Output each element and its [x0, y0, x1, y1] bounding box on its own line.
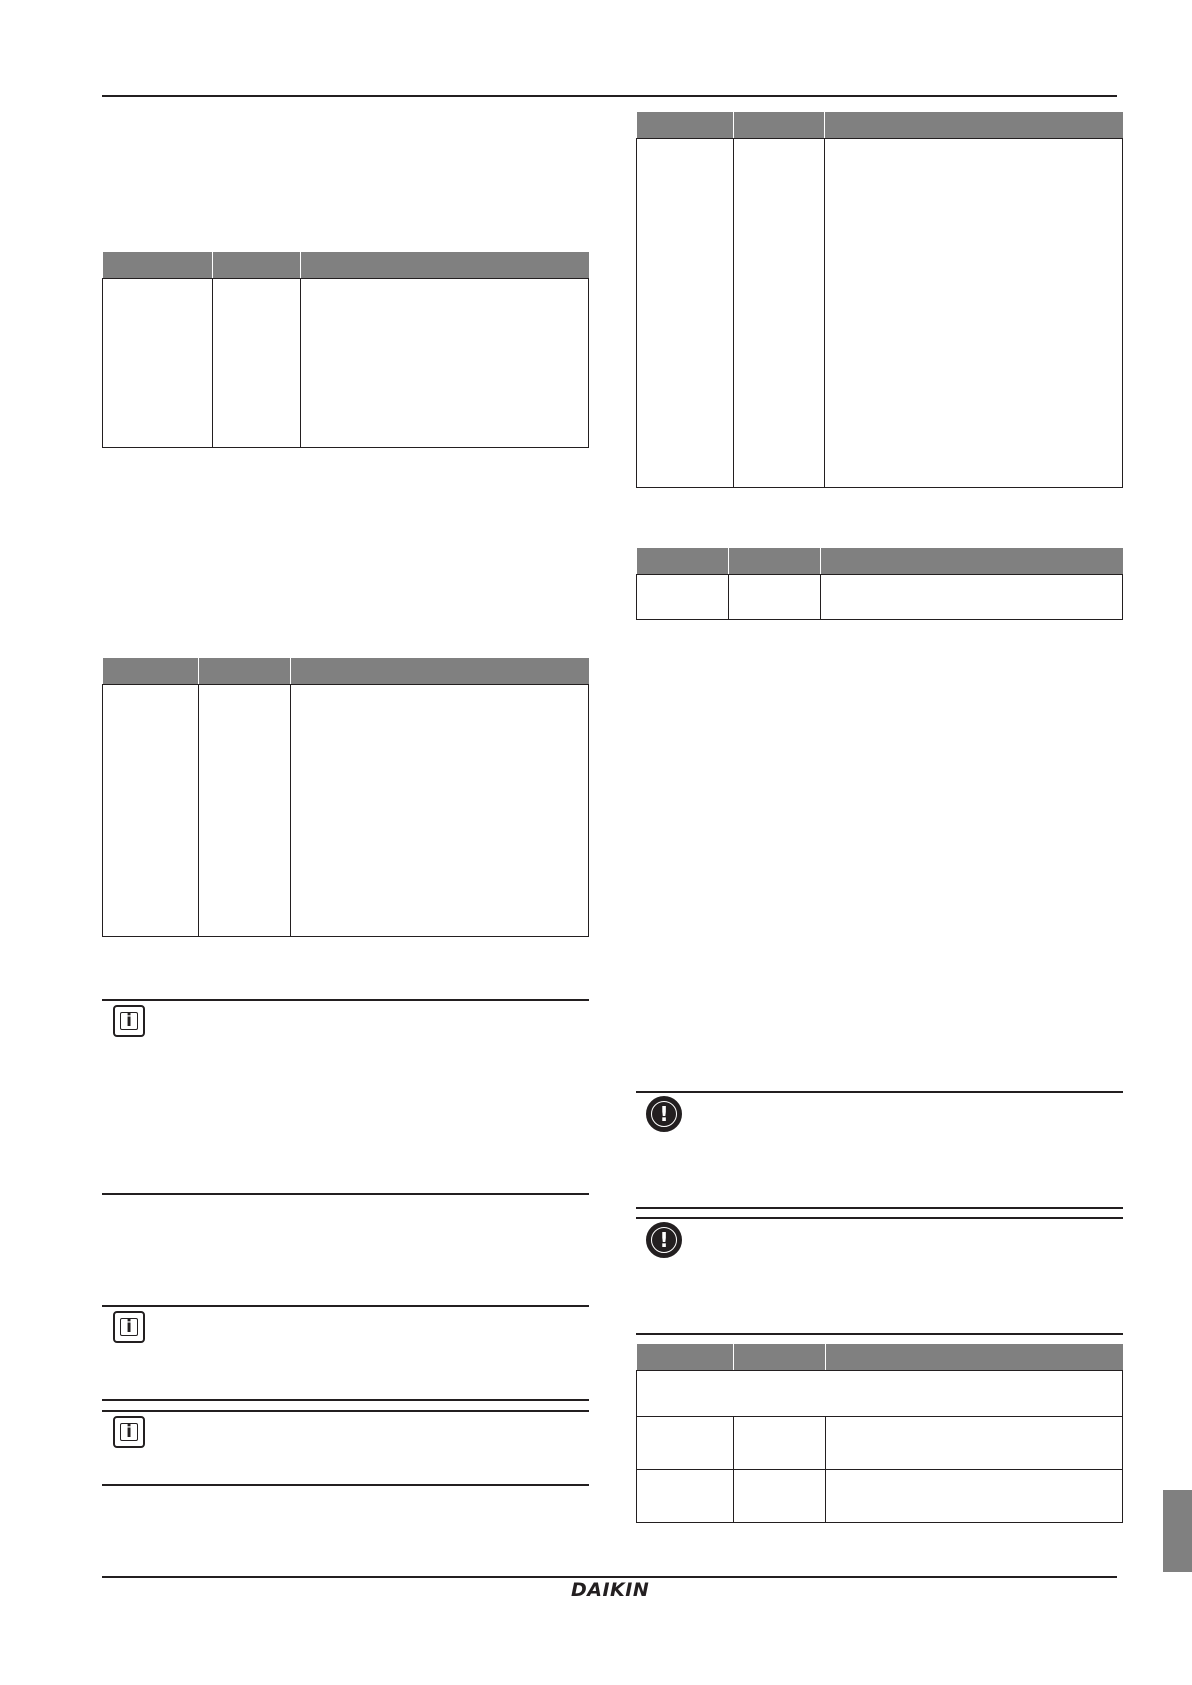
table-cell — [826, 1417, 1123, 1470]
table-left-1 — [102, 252, 589, 448]
daikin-logo: DAIKIN — [571, 1579, 650, 1601]
table-cell — [291, 685, 589, 937]
table-cell — [826, 1470, 1123, 1523]
table-cell — [637, 1417, 734, 1470]
note-bottom-rule — [636, 1207, 1123, 1209]
table-header-cell — [637, 1344, 734, 1371]
table-cell — [637, 575, 729, 620]
header-rule — [102, 95, 1117, 97]
side-tab — [1163, 1490, 1192, 1572]
table-cell — [301, 279, 589, 448]
note-bottom-rule — [636, 1333, 1123, 1335]
table-header-cell — [826, 1344, 1123, 1371]
table-header-cell — [821, 548, 1123, 575]
table-header-cell — [291, 658, 589, 685]
note-top-rule — [636, 1217, 1123, 1219]
table-cell — [821, 575, 1123, 620]
table-cell — [729, 575, 821, 620]
footer-rule — [102, 1576, 1117, 1578]
note-bottom-rule — [102, 1484, 589, 1486]
table-cell — [103, 685, 199, 937]
table-header-cell — [103, 252, 213, 279]
note-top-rule — [102, 1410, 589, 1412]
table-cell — [199, 685, 291, 937]
warning-icon: ! — [646, 1222, 682, 1258]
table-header-cell — [301, 252, 589, 279]
table-header-cell — [103, 658, 199, 685]
table-cell — [103, 279, 213, 448]
table-cell — [734, 1470, 826, 1523]
table-cell — [213, 279, 301, 448]
table-right-2 — [636, 548, 1123, 620]
table-cell — [637, 1470, 734, 1523]
note-top-rule — [102, 1305, 589, 1307]
table-header-cell — [637, 112, 734, 139]
table-header-cell — [213, 252, 301, 279]
table-header-cell — [199, 658, 291, 685]
warning-icon: ! — [646, 1096, 682, 1132]
table-cell — [825, 139, 1123, 488]
table-cell — [734, 1417, 826, 1470]
note-top-rule — [102, 999, 589, 1001]
table-left-2 — [102, 658, 589, 937]
table-header-cell — [825, 112, 1123, 139]
note-top-rule — [636, 1091, 1123, 1093]
info-icon: i — [113, 1311, 145, 1343]
table-cell — [637, 1371, 1123, 1417]
table-header-cell — [734, 112, 825, 139]
table-cell — [637, 139, 734, 488]
table-right-1 — [636, 112, 1123, 488]
info-icon: i — [113, 1005, 145, 1037]
table-cell — [734, 139, 825, 488]
table-header-cell — [729, 548, 821, 575]
table-header-cell — [734, 1344, 826, 1371]
table-header-cell — [637, 548, 729, 575]
table-right-3 — [636, 1344, 1123, 1523]
info-icon: i — [113, 1416, 145, 1448]
note-bottom-rule — [102, 1399, 589, 1401]
note-bottom-rule — [102, 1193, 589, 1195]
